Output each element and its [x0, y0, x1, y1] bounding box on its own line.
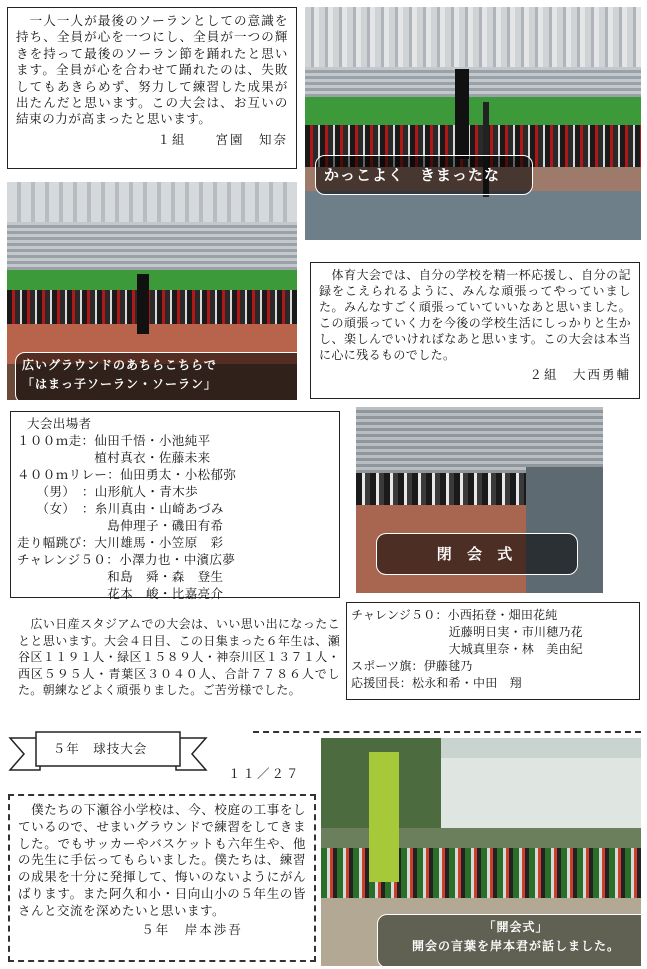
story-1-box	[7, 7, 297, 169]
photo-closing-ceremony	[356, 407, 603, 593]
story-4-signature: ５年 岸本渉吾	[141, 921, 243, 937]
story-2-text: 体育大会では、自分の学校を精一杯応援し、自分の記録をこえられるように、みんな頑張ってやっていました。みんなすごく頑張っていていいなあと思いました。この頑張っていく力を今後の学校生活にしっかりと生かし、楽しんでいければなあと思います。この大会は本当に心に残るものでした。	[319, 268, 631, 362]
ribbon-label: ５年 球技大会	[52, 741, 148, 756]
photo-1-caption-text: かっこよく きまったな	[324, 166, 501, 184]
story-2-signature: ２組 大西勇輔	[529, 367, 631, 382]
entrants-box	[10, 411, 340, 601]
entrants-line: 和島 舜・森 登生	[17, 569, 224, 584]
entrants-2-line: 近藤明日実・市川穂乃花	[351, 625, 583, 639]
section-divider	[253, 731, 641, 733]
section-date: １１／２７	[228, 766, 301, 781]
photo-1-caption	[315, 155, 533, 195]
entrants-2-line: 大城真里奈・林 美由紀	[351, 642, 583, 656]
photo-soran-field	[7, 182, 297, 400]
entrants-line: （女） ：糸川真由・山崎あづみ	[17, 501, 224, 516]
entrants-line: 島伸理子・磯田有希	[17, 518, 224, 533]
entrants-line: 花本 峻・比嘉亮介	[17, 586, 224, 601]
story-4-text: 僕たちの下瀬谷小学校は、今、校庭の工事をしているので、せまいグラウンドで練習をしてきました。でもサッカーやバスケットも六年生や、他の先生に手伝ってもらいました。僕たちは、練習の成果を十分に発揮して、悔いのないようにがんばります。また阿久和小・日向山小の５年生の皆さんと交流を深めたいと思います。	[18, 802, 306, 918]
story-3-box	[14, 602, 344, 720]
entrants-2-line: 応援団長：松永和希・中田 翔	[351, 676, 522, 690]
entrants-line: （男） ：山形航人・青木歩	[17, 484, 199, 499]
entrants-2-line: チャレンジ５０：小西拓登・畑田花純	[351, 608, 558, 622]
photo-dance-stadium	[305, 7, 641, 240]
photo-4-caption	[377, 914, 641, 966]
story-2-box	[310, 262, 640, 399]
photo-4-caption-line-2: 開会の言葉を岸本君が話しました。	[411, 939, 620, 953]
entrants-line: ４００ｍリレー：仙田勇太・小松郁弥	[17, 467, 237, 482]
story-4-box	[8, 794, 316, 962]
story-1-signature: １組 宮園 知奈	[157, 131, 288, 147]
story-1-text: 一人一人が最後のソーランとしての意識を持ち、全員が心を一つにし、全員が一つの輝きを持って最後のソーラン節を踊れたと思います。全員が心を合わせて踊れたのは、失敗してもあきらめず、努力して練習した成果が出たんだと思います。この大会は、お互いの結束の力が高まったと思います。	[16, 13, 288, 127]
entrants-2-line: スポーツ旗：伊藤毬乃	[351, 659, 473, 673]
photo-ball-games	[321, 738, 641, 966]
story-3-text: 広い日産スタジアムでの大会は、いい思い出になったことと思います。大会４日目、この日集まった６年生は、瀬谷区１１９１人・緑区１５８９人・神奈川区１３７１人・西区５９５人・青葉区３０４０人、合計７７８６人でした。朝練などよく頑張りました。ご苦労様でした。	[18, 617, 340, 697]
entrants-line: 走り幅跳び：大川雄馬・小笠原 彩	[17, 535, 224, 550]
entrants-line: １００ｍ走：仙田千悟・小池純平	[17, 433, 211, 448]
photo-2-caption	[15, 352, 297, 400]
photo-4-caption-line-1: 「開会式」	[483, 920, 549, 934]
photo-3-caption	[376, 533, 578, 575]
entrants-title: 大会出場者	[27, 416, 92, 431]
photo-2-caption-line-2: 「はまっ子ソーラン・ソーラン」	[22, 377, 218, 391]
entrants-2-box	[346, 602, 640, 700]
entrants-line: 植村真衣・佐藤未来	[17, 450, 211, 465]
photo-2-caption-line-1: 広いグラウンドのあちらこちらで	[22, 358, 217, 372]
photo-3-caption-text: 閉 会 式	[436, 545, 518, 563]
entrants-line: チャレンジ５０：小澤力也・中濱広夢	[17, 552, 236, 567]
